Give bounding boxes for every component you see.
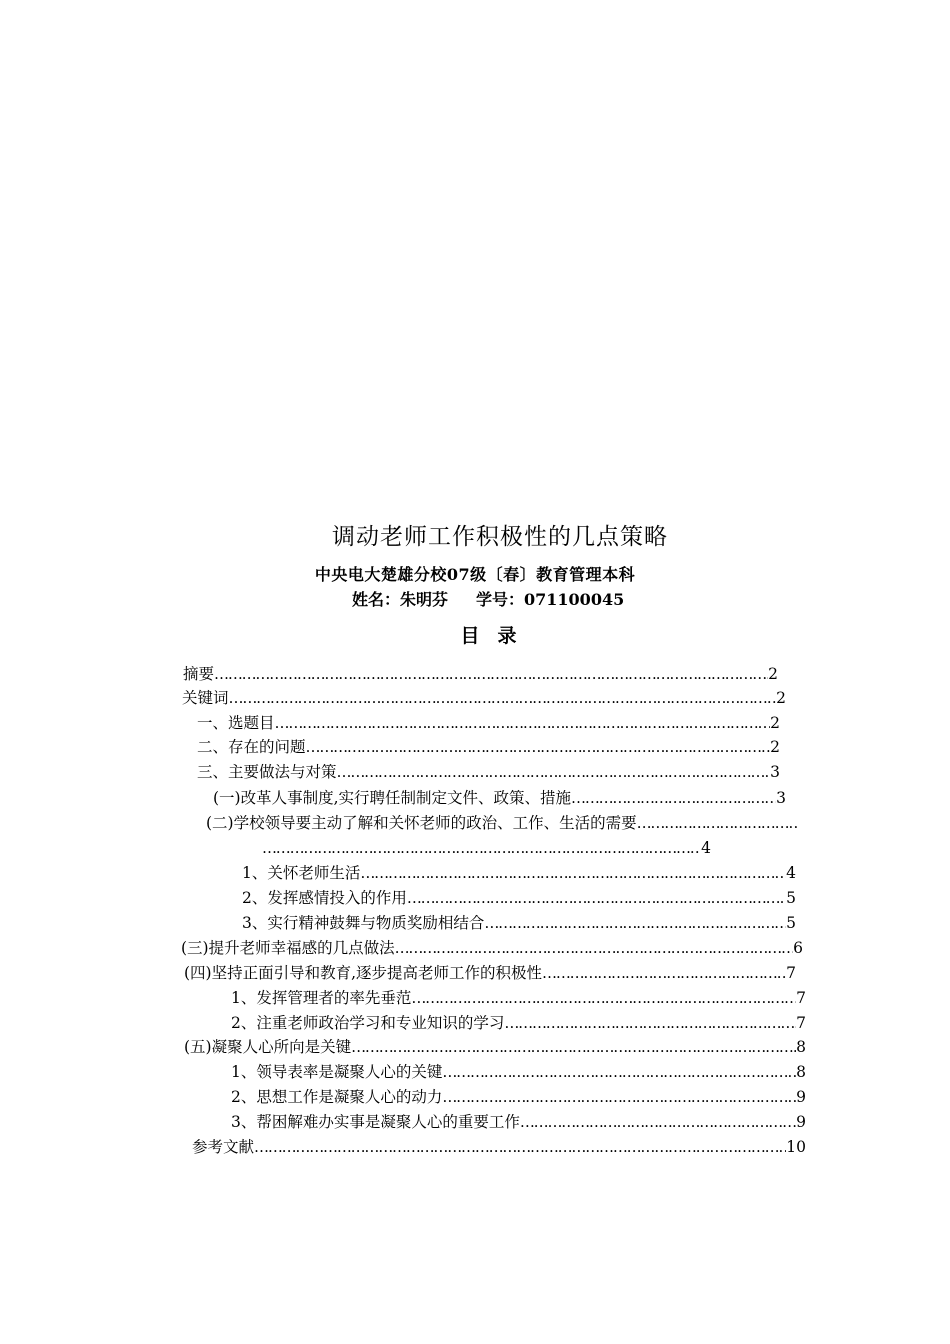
- toc-entry-page: 5: [786, 914, 796, 932]
- toc-entry-label: (三)提升老师幸福感的几点做法: [181, 939, 395, 957]
- toc-entry[interactable]: [231, 1060, 806, 1084]
- toc-entry[interactable]: [182, 686, 786, 710]
- toc-entry[interactable]: [242, 861, 796, 885]
- toc-heading: 目录: [460, 625, 535, 647]
- toc-leader-dots: [395, 936, 794, 960]
- toc-entry[interactable]: [184, 961, 796, 985]
- toc-entry[interactable]: [213, 786, 786, 810]
- toc-leader-dots: [504, 1011, 796, 1035]
- toc-entry-label: 二、存在的问题: [197, 738, 306, 756]
- toc-leader-dots: [571, 786, 776, 810]
- toc-leader-dots: [351, 1035, 796, 1059]
- toc-entry[interactable]: [206, 811, 798, 835]
- toc-entry-page: 7: [796, 1014, 806, 1032]
- toc-entry[interactable]: [231, 1085, 806, 1109]
- toc-entry-page: 4: [786, 864, 796, 882]
- toc-entry[interactable]: [184, 1035, 806, 1059]
- toc-leader-dots: [520, 1110, 796, 1134]
- student-info: [352, 588, 624, 612]
- toc-entry-label: 参考文献: [192, 1138, 255, 1156]
- toc-entry-label: (四)坚持正面引导和教育,逐步提高老师工作的积极性: [184, 964, 543, 982]
- toc-leader-dots: [337, 760, 771, 784]
- toc-entry-page: 9: [796, 1113, 806, 1131]
- toc-entry[interactable]: [231, 986, 806, 1010]
- toc-leader-dots: [484, 911, 786, 935]
- toc-leader-dots: [306, 735, 771, 759]
- toc-entry-label: 摘要: [183, 665, 215, 683]
- toc-entry[interactable]: [231, 1110, 806, 1134]
- toc-entry-label: 1、发挥管理者的率先垂范: [231, 989, 412, 1007]
- toc-entry-page: 5: [786, 889, 796, 907]
- school-info: 中央电大楚雄分校07级〔春〕教育管理本科: [314, 565, 636, 584]
- document-title: 调动老师工作积极性的几点策略: [332, 524, 668, 550]
- toc-leader-dots: [442, 1060, 796, 1084]
- student-id: 学号：071100045: [476, 590, 625, 609]
- toc-entry-label: (二)学校领导要主动了解和关怀老师的政治、工作、生活的需要: [206, 814, 637, 832]
- toc-leader-dots: [407, 886, 786, 910]
- toc-entry-page: 3: [776, 789, 786, 807]
- toc-entry-page: 8: [796, 1038, 806, 1056]
- student-name: 姓名：朱明芬: [352, 590, 449, 609]
- toc-leader-dots: [254, 1135, 786, 1159]
- toc-leader-dots: [214, 662, 768, 686]
- toc-entry-page: 9: [796, 1088, 806, 1106]
- toc-entry-page: 7: [786, 964, 796, 982]
- toc-leader-dots: [262, 836, 701, 860]
- toc-entry-label: 2、思想工作是凝聚人心的动力: [231, 1088, 443, 1106]
- toc-entry[interactable]: [197, 760, 780, 784]
- toc-entry-label: 2、注重老师政治学习和专业知识的学习: [231, 1014, 505, 1032]
- toc-entry[interactable]: [231, 1011, 806, 1035]
- toc-leader-dots: [542, 961, 786, 985]
- toc-entry[interactable]: [192, 1135, 806, 1159]
- toc-leader-dots: [229, 686, 777, 710]
- toc-leader-dots: [637, 811, 798, 835]
- toc-entry-label: 1、领导表率是凝聚人心的关键: [231, 1063, 443, 1081]
- toc-entry[interactable]: [197, 711, 780, 735]
- toc-entry-page: 6: [793, 939, 803, 957]
- toc-leader-dots: [275, 711, 771, 735]
- toc-entry[interactable]: [181, 936, 803, 960]
- toc-entry[interactable]: [183, 662, 778, 686]
- toc-entry-page: 7: [796, 989, 806, 1007]
- toc-leader-dots: [411, 986, 796, 1010]
- toc-entry-label: 一、选题目: [197, 714, 275, 732]
- toc-entry-page: 2: [776, 689, 786, 707]
- toc-leader-dots: [442, 1085, 796, 1109]
- toc-entry-page: 2: [770, 714, 780, 732]
- toc-entry-label: 1、关怀老师生活: [242, 864, 361, 882]
- toc-entry-label: 三、主要做法与对策: [197, 763, 337, 781]
- toc-entry-page: 2: [770, 738, 780, 756]
- toc-entry-page: 10: [786, 1138, 806, 1156]
- toc-entry-page: 8: [796, 1063, 806, 1081]
- toc-entry-label: 2、发挥感情投入的作用: [242, 889, 407, 907]
- toc-entry-continued[interactable]: [262, 836, 711, 860]
- toc-entry-label: 3、实行精神鼓舞与物质奖励相结合: [242, 914, 485, 932]
- toc-entry-page: 3: [770, 763, 780, 781]
- toc-entry[interactable]: [197, 735, 780, 759]
- toc-entry[interactable]: [242, 886, 796, 910]
- toc-entry-label: 关键词: [182, 689, 229, 707]
- toc-entry[interactable]: [242, 911, 796, 935]
- toc-entry-page: 2: [768, 665, 778, 683]
- toc-entry-label: (一)改革人事制度,实行聘任制制定文件、政策、措施: [213, 789, 572, 807]
- toc-leader-dots: [360, 861, 786, 885]
- toc-entry-label: (五)凝聚人心所向是关键: [184, 1038, 352, 1056]
- toc-entry-page: 4: [701, 839, 711, 857]
- toc-entry-label: 3、帮困解难办实事是凝聚人心的重要工作: [231, 1113, 520, 1131]
